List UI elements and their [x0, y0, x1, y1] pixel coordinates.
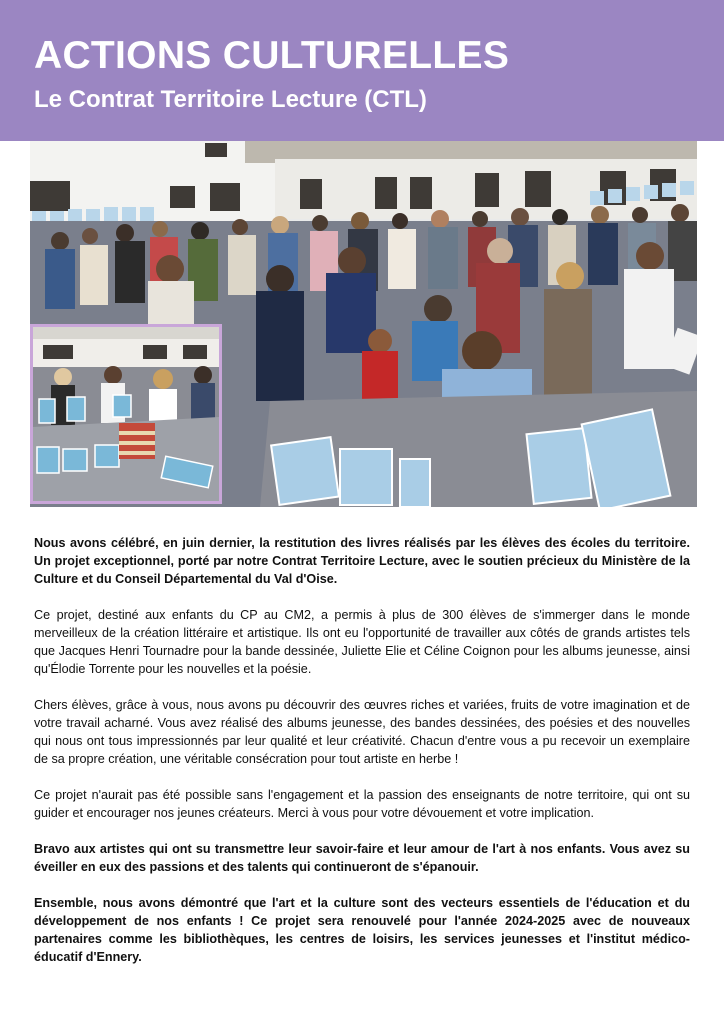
students-paragraph: Chers élèves, grâce à vous, nous avons pu découvrir des œuvres riches et variées, fruits de votre imagination et de votre travail acharné. Vous avez réalisé des albums jeunesse, des bandes dessinées, des poésies et des nouvelles qui nous ont tous impressionnés par leur qualité et leur créativité. Chacun d'entre vous a pu recevoir un exemplaire de sa propre création, une véritable consécration pour tout artiste en herbe !	[34, 698, 690, 766]
page-subtitle: Le Contrat Territoire Lecture (CTL)	[34, 86, 427, 113]
teachers-paragraph: Ce projet n'aurait pas été possible sans l'engagement et la passion des enseignants de notre territoire, qui ont su guider et encourager nos jeunes créateurs. Merci à vous pour votre dévouement et votre implication.	[34, 788, 690, 820]
artists-paragraph: Bravo aux artistes qui ont su transmettre leur savoir-faire et leur amour de l'art à nos enfants. Vous avez su éveiller en eux des passions et des talents qui continueront de s'épanouir.	[34, 842, 690, 874]
header-banner	[0, 0, 724, 141]
conclusion-paragraph: Ensemble, nous avons démontré que l'art et la culture sont des vecteurs essentiels de l'éducation et du développement de nos enfants ! Ce projet sera renouvelé pour l'année 2024-2025 avec de nouveaux partenaires comme les bibliothèques, les centres de loisirs, les services jeunesses et l'institut médico-éducatif d'Ennery.	[34, 896, 690, 964]
page-title: ACTIONS CULTURELLES	[34, 34, 510, 77]
intro-paragraph: Nous avons célébré, en juin dernier, la restitution des livres réalisés par les élèves des écoles du territoire. Un projet exceptionnel, porté par notre Contrat Territoire Lecture, avec le soutien précieux du Ministère de la Culture et du Conseil Départemental du Val d'Oise.	[34, 536, 690, 586]
book-table-photo	[30, 324, 222, 504]
article-body	[34, 534, 690, 984]
project-paragraph: Ce projet, destiné aux enfants du CP au CM2, a permis à plus de 300 élèves de s'immerger dans le monde merveilleux de la création littéraire et artistique. Ils ont eu l'opportunité de travailler aux côtés de grands artistes tels que Jacques Henri Tournadre pour la bande dessinée, Juliette Elie et Céline Coignon pour les albums jeunesse, ainsi qu'Élodie Torrente pour les nouvelles et la poésie.	[34, 608, 690, 676]
